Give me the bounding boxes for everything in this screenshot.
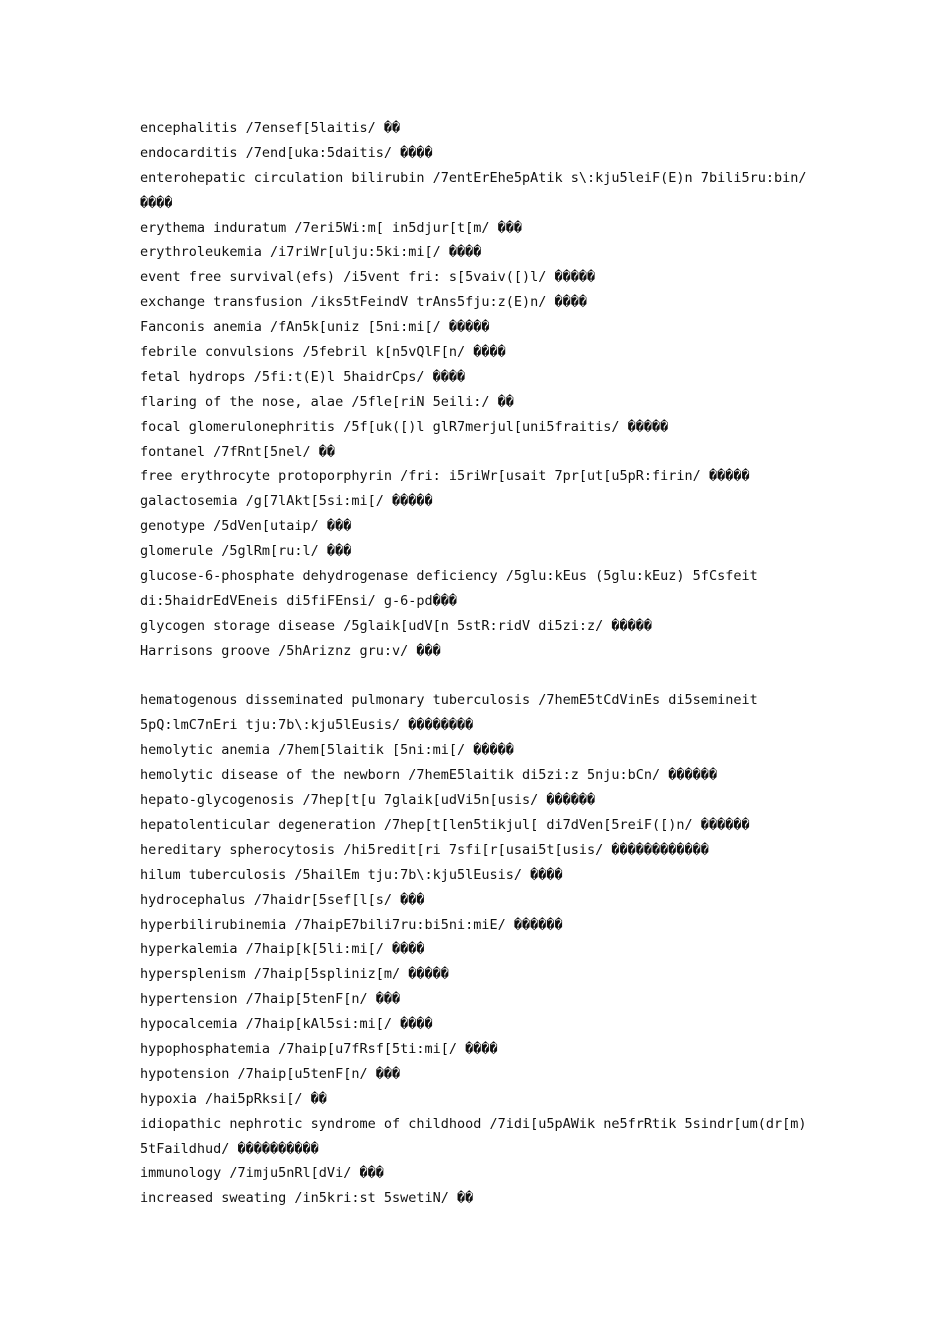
glossary-line: hematogenous disseminated pulmonary tuberculosis /7hemE5tCdVinEs di5semineit — [140, 692, 758, 709]
glossary-line: hypersplenism /7haip[5spliniz[m/ ����� — [140, 966, 449, 983]
glossary-line: free erythrocyte protoporphyrin /fri: i5riWr[usait 7pr[ut[u5pR:firin/ ����� — [140, 468, 750, 485]
glossary-line: immunology /7imju5nRl[dVi/ ��� — [140, 1165, 384, 1182]
glossary-line: hepato-glycogenosis /7hep[t[u 7glaik[udVi5n[usis/ ������ — [140, 792, 596, 809]
glossary-line: enterohepatic circulation bilirubin /7entErEhe5pAtik s\:kju5leiF(E)n 7bili5ru:bin/ — [140, 169, 807, 186]
glossary-line: hemolytic anemia /7hem[5laitik [5ni:mi[/ ����� — [140, 742, 514, 759]
glossary-line: endocarditis /7end[uka:5daitis/ ���� — [140, 144, 433, 161]
glossary-line: hemolytic disease of the newborn /7hemE5laitik di5zi:z 5nju:bCn/ ������ — [140, 767, 718, 784]
glossary-line: di:5haidrEdVEneis di5fiFEnsi/ g-6-pd��� — [140, 592, 457, 609]
glossary-line: 5tFaildhud/ ���������� — [140, 1140, 319, 1157]
glossary-line: focal glomerulonephritis /5f[uk([)l glR7merjul[uni5fraitis/ ����� — [140, 418, 669, 435]
blank-line — [140, 664, 812, 689]
glossary-line: hyperkalemia /7haip[k[5li:mi[/ ���� — [140, 941, 425, 958]
glossary-line: fontanel /7fRnt[5nel/ �� — [140, 443, 336, 460]
glossary-line: flaring of the nose, alae /5fle[riN 5eili:/ �� — [140, 393, 514, 410]
glossary-line: ���� — [140, 194, 173, 211]
glossary-line: glomerule /5glRm[ru:l/ ��� — [140, 543, 352, 560]
glossary-line: erythroleukemia /i7riWr[ulju:5ki:mi[/ ���� — [140, 244, 482, 261]
glossary-line: fetal hydrops /5fi:t(E)l 5haidrCps/ ���� — [140, 368, 466, 385]
glossary-line: hypertension /7haip[5tenF[n/ ��� — [140, 991, 401, 1008]
glossary-line: galactosemia /g[7lAkt[5si:mi[/ ����� — [140, 493, 433, 510]
glossary-text — [140, 116, 812, 1211]
glossary-line: glycogen storage disease /5glaik[udV[n 5stR:ridV di5zi:z/ ����� — [140, 617, 653, 634]
glossary-line: hypophosphatemia /7haip[u7fRsf[5ti:mi[/ ���� — [140, 1040, 498, 1057]
glossary-line: increased sweating /in5kri:st 5swetiN/ �� — [140, 1190, 474, 1207]
glossary-line: hepatolenticular degeneration /7hep[t[len5tikjul[ di7dVen[5reiF([)n/ ������ — [140, 816, 750, 833]
glossary-line: febrile convulsions /5febril k[n5vQlF[n/ ���� — [140, 344, 506, 361]
glossary-line: erythema induratum /7eri5Wi:m[ in5djur[t[m/ ��� — [140, 219, 523, 236]
glossary-line: Harrisons groove /5hAriznz gru:v/ ��� — [140, 642, 441, 659]
glossary-line: hypotension /7haip[u5tenF[n/ ��� — [140, 1065, 401, 1082]
glossary-line: glucose-6-phosphate dehydrogenase deficiency /5glu:kEus (5glu:kEuz) 5fCsfeit — [140, 568, 758, 585]
glossary-line: 5pQ:lmC7nEri tju:7b\:kju5lEusis/ �������� — [140, 717, 474, 734]
glossary-line: encephalitis /7ensef[5laitis/ �� — [140, 120, 401, 136]
glossary-line: genotype /5dVen[utaip/ ��� — [140, 518, 352, 535]
glossary-line: hyperbilirubinemia /7haipE7bili7ru:bi5ni:miE/ ������ — [140, 916, 563, 933]
glossary-line: Fanconis anemia /fAn5k[uniz [5ni:mi[/ ����� — [140, 319, 490, 336]
glossary-line: idiopathic nephrotic syndrome of childhood /7idi[u5pAWik ne5frRtik 5sindr[um(dr[m) — [140, 1115, 807, 1132]
glossary-line: exchange transfusion /iks5tFeindV trAns5fju:z(E)n/ ���� — [140, 294, 588, 311]
glossary-line: hydrocephalus /7haidr[5sef[l[s/ ��� — [140, 891, 425, 908]
glossary-line: hypocalcemia /7haip[kAl5si:mi[/ ���� — [140, 1016, 433, 1033]
glossary-line: hypoxia /hai5pRksi[/ �� — [140, 1090, 327, 1107]
glossary-line: event free survival(efs) /i5vent fri: s[5vaiv([)l/ ����� — [140, 269, 596, 286]
glossary-line: hereditary spherocytosis /hi5redit[ri 7sfi[r[usai5t[usis/ ������������ — [140, 841, 709, 858]
glossary-line: hilum tuberculosis /5hailEm tju:7b\:kju5lEusis/ ���� — [140, 866, 563, 883]
